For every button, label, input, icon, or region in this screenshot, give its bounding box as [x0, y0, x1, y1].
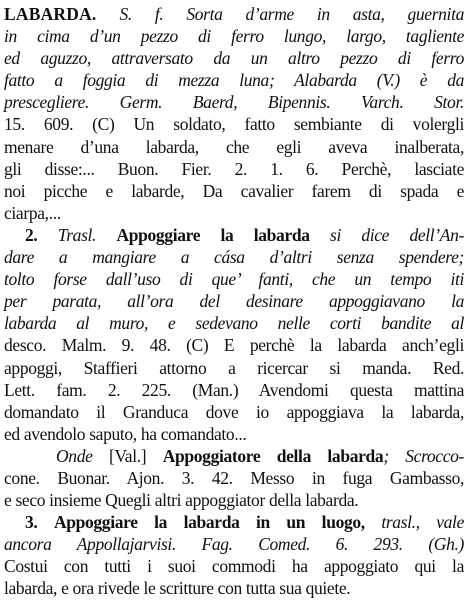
text-line: noi picche e labarde, Da cavalier farem di spada e	[4, 180, 464, 201]
text-line	[4, 511, 464, 533]
text-line: labarda, e ora rivede le scritture con tutta sua quiete.	[4, 578, 351, 599]
text-line: ed aguzzo, attraversato da un altro pezzo di ferro	[4, 48, 464, 69]
sense-number: 2.	[25, 224, 38, 245]
sense-3	[4, 511, 464, 599]
text-line: desco. Malm. 9. 48. (C) E perchè la labarda anch’egli	[4, 335, 464, 356]
text-line: Lett. fam. 2. 225. (Man.) Avendomi questa mattina	[4, 379, 464, 400]
text-line: prescegliere. Germ. Baerd, Bipennis. Varch. Stor.	[4, 92, 464, 113]
derived-lead: Onde	[56, 445, 93, 466]
headword: LABARDA.	[4, 4, 97, 24]
derived-entry	[4, 445, 464, 511]
text-line: domandato il Granduca dove io appoggiava la labarda,	[4, 401, 464, 422]
text-line: in cima d’un pezzo di ferro lungo, largo, tagliente	[4, 26, 464, 47]
source-tag: [Val.]	[108, 445, 147, 466]
grammatical-category: S. f.	[119, 4, 164, 24]
text-line: cone. Buonar. Ajon. 3. 42. Messo in fuga Gambasso,	[4, 467, 464, 488]
text-line	[4, 445, 464, 467]
text-line: per parata, all’ora del desinare appoggiavano la	[4, 291, 464, 312]
text-line: menare d’una labarda, che egli aveva inalberata,	[4, 136, 464, 157]
text-line: ed avendolo saputo, ha comandato...	[4, 423, 247, 444]
entry-labarda	[4, 3, 464, 224]
text-line: tolto forse dall’uso di que’ fanti, che un tempo iti	[4, 269, 464, 290]
text-line: 15. 609. (C) Un soldato, fatto sembiante di volergli	[4, 114, 464, 135]
definition-text: trasl., vale	[381, 512, 464, 533]
sense-number: 3.	[25, 512, 38, 533]
sense-label: Trasl.	[57, 224, 97, 245]
definition-text: ; Scrocco-	[383, 445, 465, 466]
sense-phrase: Appoggiare la labarda	[116, 224, 310, 245]
derived-phrase: Appoggiatore della labarda	[162, 445, 384, 466]
text-line: labarda al muro, e sedevano nelle corti bandite al	[4, 313, 464, 334]
definition-text: Sorta d’arme in asta, guernita	[186, 4, 464, 24]
sense-phrase: Appoggiare la labarda in un luogo,	[53, 512, 365, 533]
definition-text: si dice dell’An-	[330, 224, 464, 245]
text-line: e seco insieme Quegli altri appoggiator della labarda.	[4, 490, 359, 511]
text-line: ciarpa,...	[4, 202, 61, 223]
text-line: appoggi, Staffieri attorno a ricercar si manda. Red.	[4, 357, 464, 378]
text-line	[4, 3, 464, 25]
text-line: dare a mangiare a cása d’altri senza spendere;	[4, 247, 464, 268]
text-line: gli disse:... Buon. Fier. 2. 1. 6. Perchè, lasciate	[4, 158, 464, 179]
text-line: ancora Appollajarvisi. Fag. Comed. 6. 293. (Gh.)	[4, 534, 464, 555]
text-line	[4, 224, 464, 246]
text-line: fatto a foggia di mezza luna; Alabarda (V.) è da	[4, 70, 464, 91]
dictionary-page	[4, 3, 465, 599]
text-line: Costui con tutti i suoi commodi ha appoggiato qui la	[4, 556, 464, 577]
sense-2	[4, 224, 464, 445]
